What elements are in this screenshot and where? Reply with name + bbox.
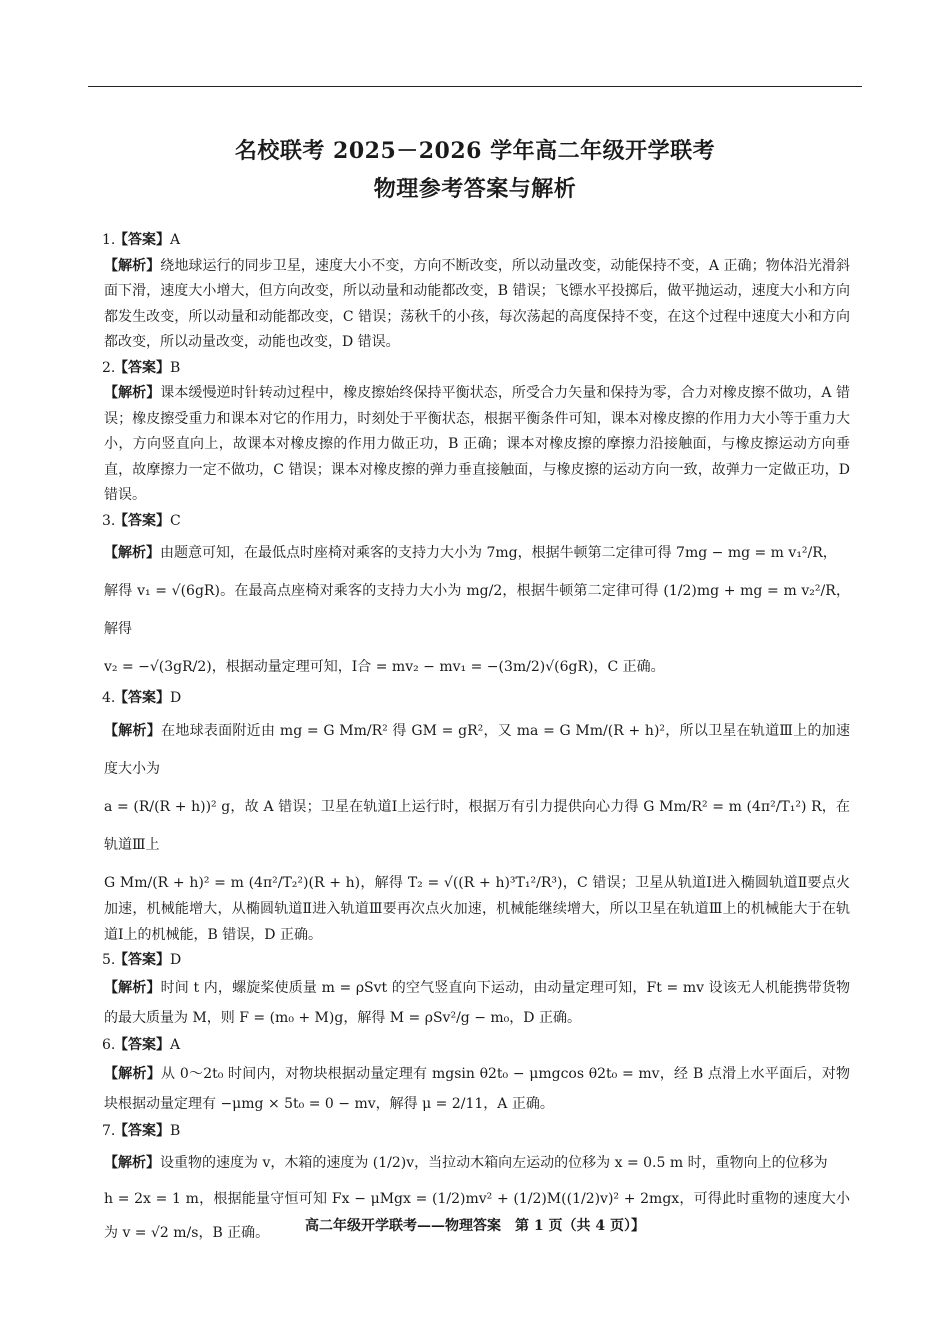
- explanation-label: 【解析】: [104, 722, 162, 739]
- question-number: 5.: [102, 951, 116, 968]
- question-number: 6.: [102, 1037, 116, 1053]
- page-title: 名校联考 2025－2026 学年高二年级开学联考: [234, 138, 716, 164]
- explanation: [104, 381, 850, 509]
- page-subtitle: 物理参考答案与解析: [373, 176, 577, 202]
- explanation-text: 课本缓慢逆时针转动过程中，橡皮擦始终保持平衡状态，所受合力矢量和保持为零，合力对橡皮擦不做功，A 错误；橡皮擦受重力和课本对它的作用力，时刻处于平衡状态，根据平衡条件可知，课本对橡皮擦的作用力大小等于重力大小，方向竖直向上，故课本对橡皮擦的作用力做正功，B 正确；课本对橡皮擦的摩擦力沿接触面，与橡皮擦运动方向垂直，故摩擦力一定不做功，C 错误；课本对橡皮擦的弹力垂直接触面，与橡皮擦的运动方向一致，故弹力一定做正功，D 错误。: [104, 385, 850, 503]
- explanation-label: 【解析】: [104, 257, 161, 274]
- answer-label: 【答案】: [114, 1122, 170, 1139]
- explanation-continued: v₂ = −√(3gR/2)，根据动量定理可知，I合 = mv₂ − mv₁ = −(3m/2)√(6gR)，C 正确。: [104, 659, 665, 675]
- question-number: 2.: [102, 359, 116, 376]
- explanation-text: 由题意可知，在最低点时座椅对乘客的支持力大小为 7mg，根据牛顿第二定律可得 7mg − mg = m v₁²/R，: [160, 545, 837, 561]
- answer-line: [102, 1119, 850, 1145]
- explanation: [104, 1144, 850, 1182]
- answer-line: [102, 509, 850, 535]
- explanation-continued: a = (R/(R + h))² g，故 A 错误；卫星在轨道Ⅰ上运行时，根据万有引力提供向心力得 G Mm/R² = m (4π²/T₁²) R，在轨道Ⅲ上: [104, 798, 850, 853]
- answer-line: [102, 1033, 850, 1059]
- question-5: [104, 948, 850, 1034]
- answer-list: [104, 228, 850, 1250]
- explanation: [104, 973, 850, 1033]
- explanation-label: 【解析】: [104, 980, 161, 996]
- explanation-label: 【解析】: [104, 1065, 161, 1082]
- answer-value: C: [170, 512, 181, 529]
- answer-line: [102, 228, 850, 254]
- explanation-continued: h = 2x = 1 m，根据能量守恒可知 Fx − μMgx = (1/2)mv² + (1/2)M((1/2)v)² + 2mgx，可得此时重物的速度大小为 v = √2 m/s，B 正确。: [104, 1191, 850, 1241]
- answer-value: B: [170, 1122, 181, 1139]
- explanation-text: 在地球表面附近由 mg = G Mm/R² 得 GM = gR²，又 ma = G Mm/(R + h)²，所以卫星在轨道Ⅲ上的加速度大小为: [104, 722, 850, 777]
- explanation: [104, 712, 850, 788]
- page-footer: 高二年级开学联考——物理答案 第 1 页（共 4 页）】: [305, 1218, 645, 1234]
- answer-label: 【答案】: [114, 232, 170, 248]
- answer-value: A: [170, 232, 181, 248]
- answer-label: 【答案】: [114, 951, 170, 968]
- answer-line: [102, 356, 850, 382]
- explanation: [104, 254, 850, 356]
- question-number: 7.: [102, 1122, 116, 1139]
- explanation-text: 时间 t 内，螺旋桨使质量 m = ρSvt 的空气竖直向下运动，由动量定理可知，Ft = mv 设该无人机能携带货物的最大质量为 M，则 F = (m₀ + M)g，解得 M = ρSv²/g − m₀，D 正确。: [104, 980, 851, 1026]
- answer-value: B: [170, 359, 181, 376]
- answer-value: A: [170, 1037, 181, 1053]
- question-number: 3.: [102, 512, 116, 529]
- question-1: [104, 228, 850, 356]
- answer-label: 【答案】: [114, 359, 170, 376]
- question-3: [104, 509, 850, 687]
- explanation-label: 【解析】: [104, 545, 160, 561]
- answer-label: 【答案】: [114, 512, 170, 529]
- explanation-label: 【解析】: [104, 385, 161, 401]
- explanation-text: 设重物的速度为 v，木箱的速度为 (1/2)v，当拉动木箱向左运动的位移为 x = 0.5 m 时，重物向上的位移为: [160, 1155, 828, 1171]
- explanation-continued: 解得 v₁ = √(6gR)。在最高点座椅对乘客的支持力大小为 mg/2，根据牛顿第二定律可得 (1/2)mg + mg = m v₂²/R，解得: [104, 583, 850, 637]
- question-4: [104, 686, 850, 948]
- explanation: [104, 1059, 850, 1119]
- question-number: 4.: [102, 690, 116, 706]
- answer-value: D: [170, 951, 182, 968]
- explanation: [104, 534, 850, 572]
- answer-line: [102, 948, 850, 974]
- answer-label: 【答案】: [114, 1037, 170, 1053]
- question-number: 1.: [102, 232, 116, 248]
- answer-label: 【答案】: [114, 690, 170, 706]
- top-rule: [88, 86, 862, 87]
- explanation-text: 从 0～2t₀ 时间内，对物块根据动量定理有 mgsin θ2t₀ − μmgcos θ2t₀ = mv，经 B 点滑上水平面后，对物块根据动量定理有 −μmg × 5t₀ = 0 − mv，解得 μ = 2/11，A 正确。: [104, 1065, 851, 1112]
- answer-value: D: [170, 690, 182, 706]
- explanation-text: 绕地球运行的同步卫星，速度大小不变，方向不断改变，所以动量改变，动能保持不变，A 正确；物体沿光滑斜面下滑，速度大小增大，但方向改变，所以动量和动能都改变，B 错误；飞镖水平投掷后，做平抛运动，速度大小和方向都发生改变，所以动量和动能都改变，C 错误；荡秋千的小孩，每次荡起的高度保持不变，在这个过程中速度大小和方向都改变，所以动量改变，动能也改变，D 错误。: [104, 257, 850, 350]
- question-6: [104, 1033, 850, 1119]
- explanation-label: 【解析】: [104, 1155, 160, 1171]
- question-2: [104, 356, 850, 509]
- answer-line: [102, 686, 850, 712]
- explanation-continued: G Mm/(R + h)² = m (4π²/T₂²)(R + h)，解得 T₂ = √((R + h)³T₁²/R³)，C 错误；卫星从轨道Ⅰ进入椭圆轨道Ⅱ要点火加速，机械能增大，从椭圆轨道Ⅱ进入轨道Ⅲ要再次点火加速，机械能继续增大，所以卫星在轨道Ⅲ上的机械能大于在轨道Ⅰ上的机械能，B 错误，D 正确。: [104, 874, 850, 943]
